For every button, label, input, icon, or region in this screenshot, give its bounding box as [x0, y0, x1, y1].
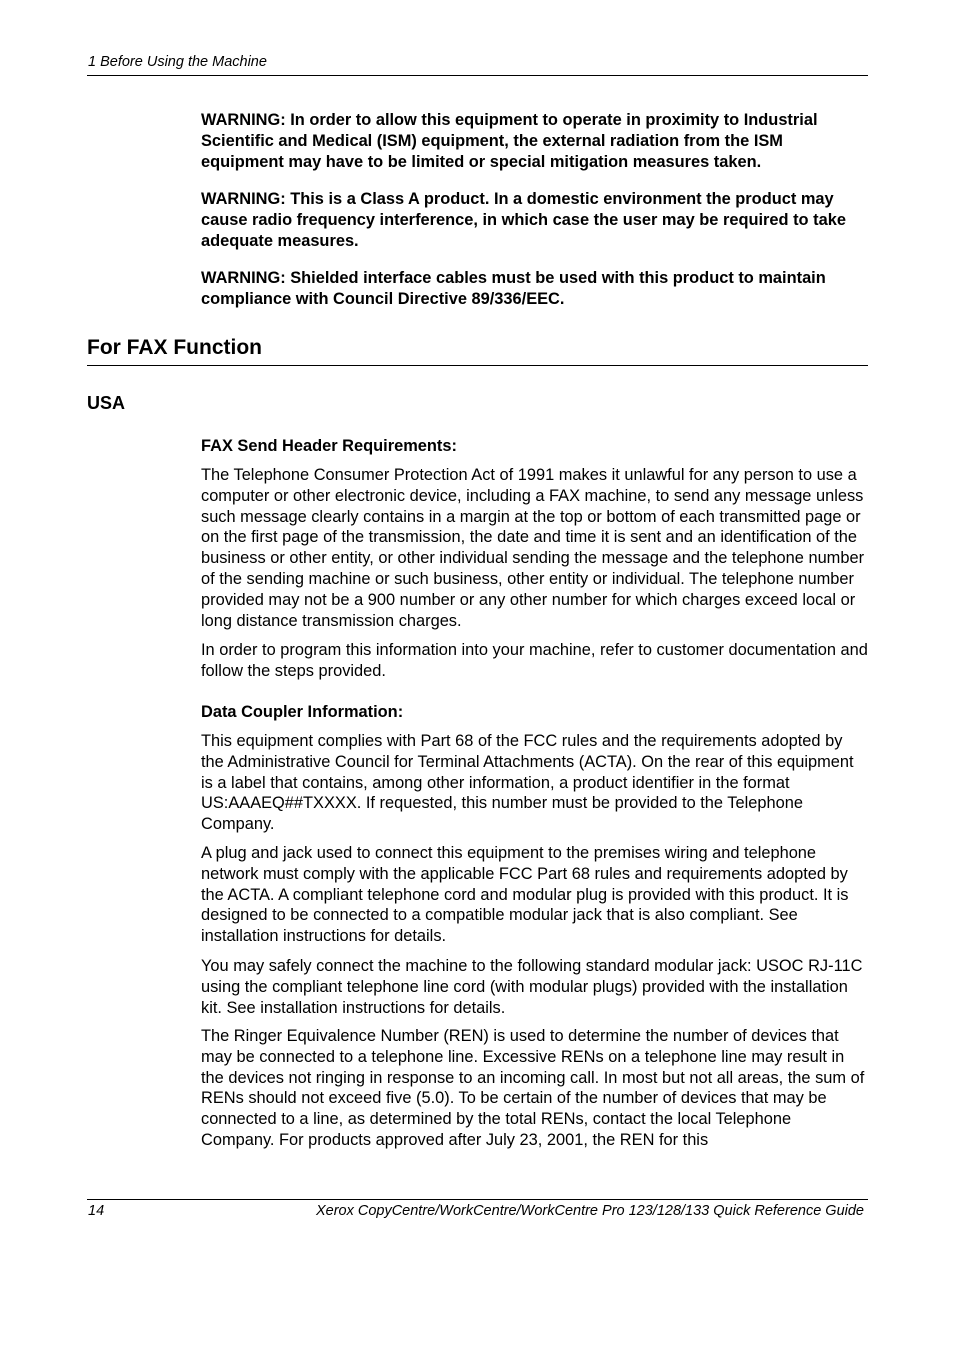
- section-divider: [87, 365, 868, 366]
- fax-header-paragraph: The Telephone Consumer Protection Act of 1991 makes it unlawful for any person to use a computer or other electronic device, including a FAX machine, to send any message unless such message clearly contains in a margin at the top or bottom of each transmitted page or on the first page of the transmission, the date and time it is sent and an identification of the business or other entity, or other individual sending the message and the telephone number of the sending machine or such business, other entity or individual. The telephone number provided may not be a 900 number or any other number for which charges exceed local or long distance transmission charges.: [201, 466, 865, 630]
- data-coupler-paragraph: You may safely connect the machine to the following standard modular jack: USOC RJ-11C using the compliant telephone line cord (with modular plugs) provided with the installation kit. See installation instructions for details.: [201, 957, 863, 1017]
- fax-header-heading: FAX Send Header Requirements:: [201, 437, 457, 455]
- running-header: 1 Before Using the Machine: [88, 54, 267, 70]
- data-coupler-paragraph: A plug and jack used to connect this equipment to the premises wiring and telephone network must comply with the applicable FCC Part 68 rules and requirements adopted by the ACTA. A compliant telephone cord and modular plug is provided with this product. It is designed to be connected to a compatible modular jack that is also compliant. See installation instructions for details.: [201, 844, 849, 946]
- data-coupler-heading: Data Coupler Information:: [201, 703, 404, 721]
- subsection-title: USA: [87, 393, 126, 413]
- footer-divider: [87, 1199, 868, 1200]
- fax-header-paragraph: In order to program this information into your machine, refer to customer documentation and follow the steps provided.: [201, 641, 868, 680]
- data-coupler-paragraph: This equipment complies with Part 68 of the FCC rules and the requirements adopted by the Administrative Council for Terminal Attachments (ACTA). On the rear of this equipment is a label that contains, among other information, a product identifier in the format US:AAAEQ##TXXXX. If requested, this number must be provided to the Telephone Company.: [201, 732, 854, 834]
- data-coupler-paragraph: The Ringer Equivalence Number (REN) is used to determine the number of devices that may be connected to a telephone line. Excessive RENs on a telephone line may result in the devices not ringing in response to an incoming call. In most but not all areas, the sum of RENs should not exceed five (5.0). To be certain of the number of devices that may be connected to a line, as determined by the total RENs, contact the local Telephone Company. For products approved after July 23, 2001, the REN for this: [201, 1027, 865, 1149]
- guide-title: Xerox CopyCentre/WorkCentre/WorkCentre Pro 123/128/133 Quick Reference Guide: [315, 1203, 864, 1219]
- page-number: 14: [88, 1203, 105, 1219]
- warning-class-a: WARNING: This is a Class A product. In a domestic environment the product may cause radio frequency interference, in which case the user may be required to take adequate measures.: [201, 190, 846, 250]
- warning-ism: WARNING: In order to allow this equipment to operate in proximity to Industrial Scientific and Medical (ISM) equipment, the external radiation from the ISM equipment may have to be limited or special mitigation measures taken.: [201, 111, 818, 171]
- section-title: For FAX Function: [87, 336, 262, 359]
- warning-shielded-cables: WARNING: Shielded interface cables must be used with this product to maintain compliance with Council Directive 89/336/EEC.: [201, 269, 826, 308]
- header-divider: [87, 75, 868, 76]
